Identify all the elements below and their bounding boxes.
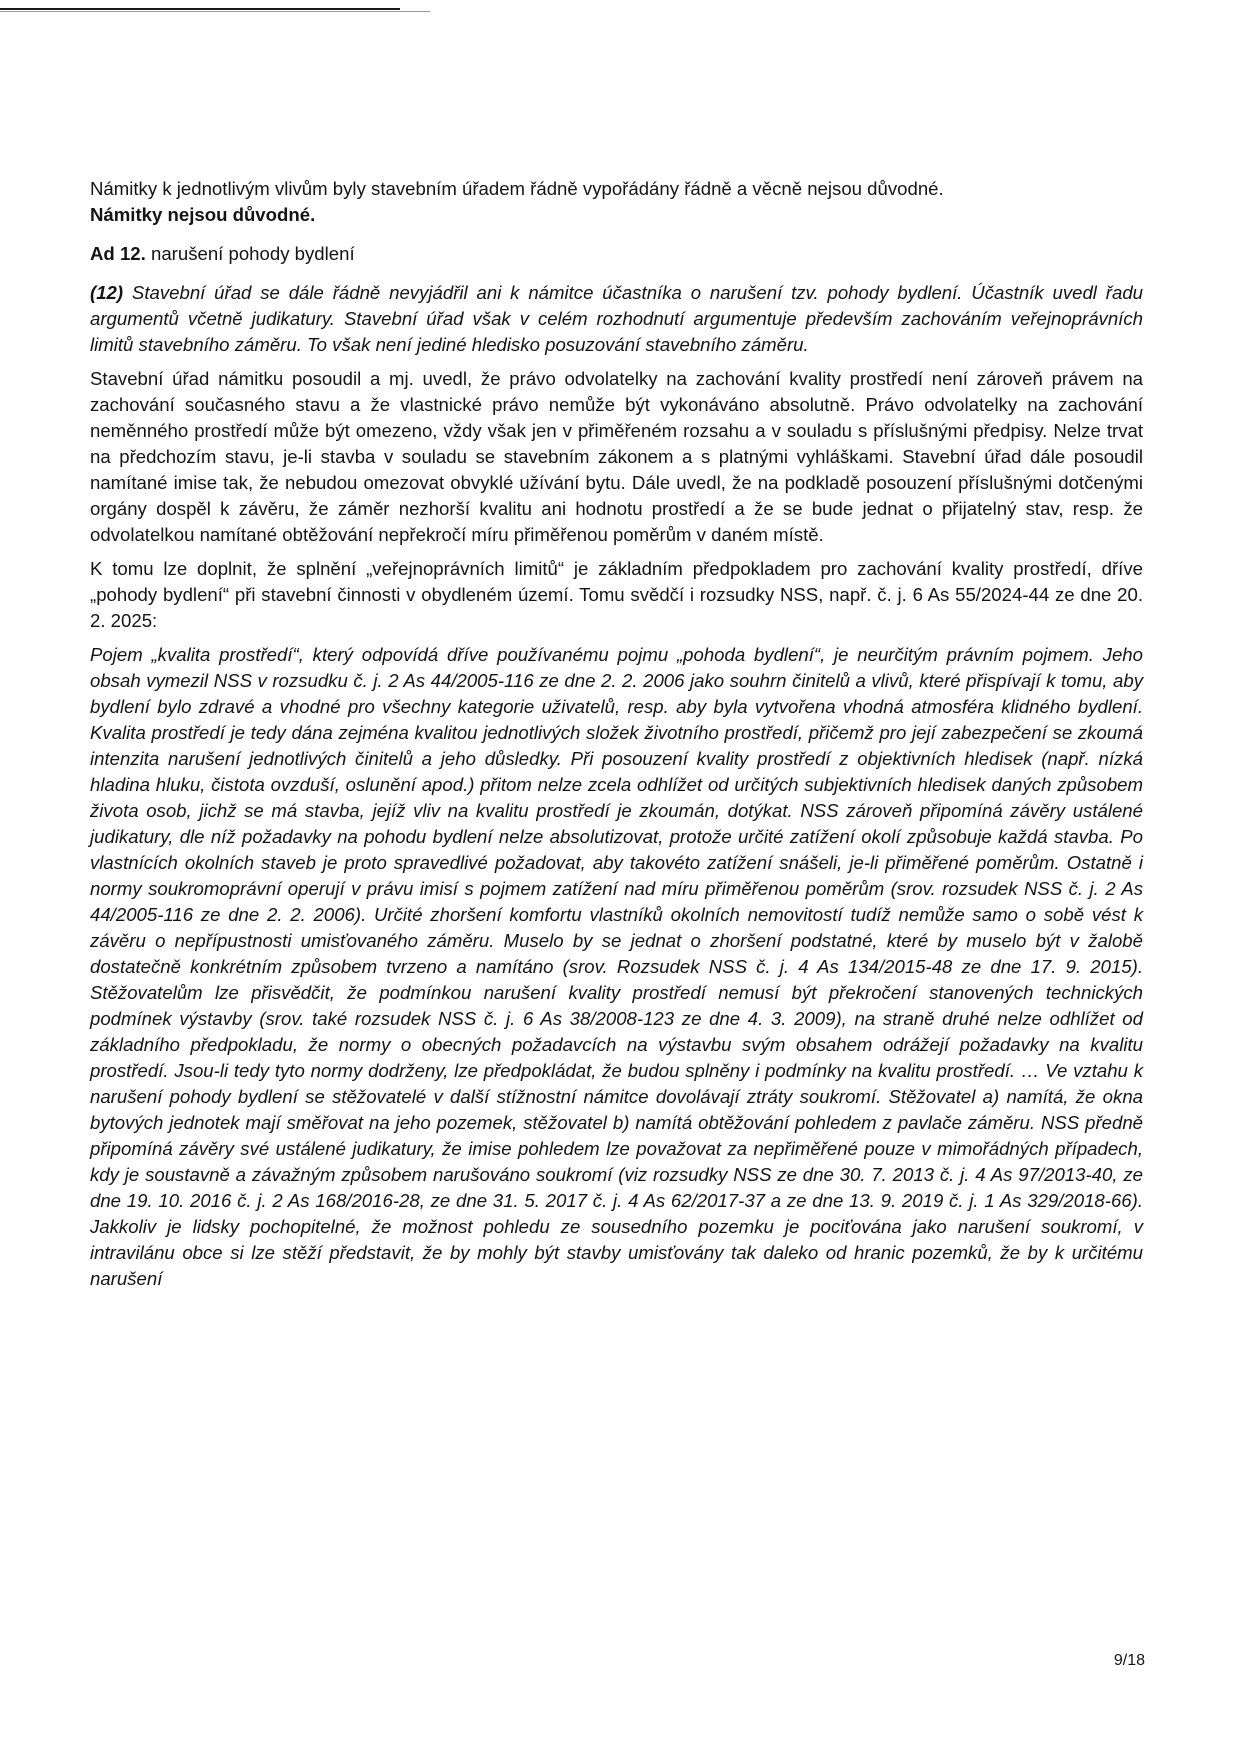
paragraph-supplement: K tomu lze doplnit, že splnění „veřejnoprávních limitů“ je základním předpokladem pro zachování kvality prostředí, dříve „pohody bydlení“ při stavební činnosti v obydleném území. Tomu svědčí i rozsudky NSS, např. č. j. 6 As 55/2024-44 ze dne 20. 2. 2025: [90, 558, 1143, 631]
section-title: narušení pohody bydlení [145, 243, 355, 264]
objections-conclusion: Námitky nejsou důvodné. [90, 204, 316, 225]
section-label: Ad 12. [90, 243, 146, 264]
paragraph-objections-summary [90, 176, 1143, 228]
objections-summary-text: Námitky k jednotlivým vlivům byly stavebním úřadem řádně vypořádány řádně a věcně nejsou důvodné. [90, 178, 944, 199]
page-number: 9/18 [1113, 1652, 1145, 1669]
top-rule-thin [0, 11, 430, 12]
paragraph-court-quote: Pojem „kvalita prostředí“, který odpovídá dříve používanému pojmu „pohoda bydlení“, je neurčitým právním pojmem. Jeho obsah vymezil NSS v rozsudku č. j. 2 As 44/2005-116 ze dne 2. 2. 2006 jako souhrn činitelů a vlivů, které přispívají k tomu, aby bydlení bylo zdravé a vhodné pro všechny kategorie uživatelů, resp. aby byla vytvořena vhodná atmosféra klidného bydlení. Kvalita prostředí je tedy dána zejména kvalitou jednotlivých složek životního prostředí, přičemž pro její zabezpečení se zkoumá intenzita narušení jednotlivých činitelů a jeho důsledky. Při posouzení kvality prostředí z objektivních hledisek (např. nízká hladina hluku, čistota ovzduší, oslunění apod.) přitom nelze zcela odhlížet od určitých subjektivních hledisek daných způsobem života osob, jichž se má stavba, jejíž vliv na kvalitu prostředí je zkoumán, dotýkat. NSS zároveň připomíná závěry ustálené judikatury, dle níž požadavky na pohodu bydlení nelze absolutizovat, protože určité zatížení okolí způsobuje každá stavba. Po vlastnících okolních staveb je proto spravedlivé požadovat, aby takovéto zatížení snášeli, je-li přiměřené poměrům. Ostatně i normy soukromoprávní operují v právu imisí s pojmem zatížení nad míru přiměřenou poměrům (srov. rozsudek NSS č. j. 2 As 44/2005-116 ze dne 2. 2. 2006). Určité zhoršení komfortu vlastníků okolních nemovitostí tudíž nemůže samo o sobě vést k závěru o nepřípustnosti umisťovaného záměru. Muselo by se jednat o zhoršení podstatné, které by muselo být v žalobě dostatečně konkrétním způsobem tvrzeno a namítáno (srov. Rozsudek NSS č. j. 4 As 134/2015-48 ze dne 17. 9. 2015). Stěžovatelům lze přisvědčit, že podmínkou narušení kvality prostředí nemusí být překročení stanovených technických podmínek výstavby (srov. také rozsudek NSS č. j. 6 As 38/2008-123 ze dne 4. 3. 2009), na straně druhé nelze odhlížet od základního předpokladu, že normy o obecných požadavcích na výstavbu svým obsahem odrážejí požadavky na kvalitu prostředí. Jsou-li tedy tyto normy dodrženy, lze předpokládat, že budou splněny i podmínky na kvalitu prostředí. … Ve vztahu k narušení pohody bydlení se stěžovatelé v další stížnostní námitce dovolávají ztráty soukromí. Stěžovatel a) namítá, že okna bytových jednotek mají směřovat na jeho pozemek, stěžovatel b) namítá obtěžování pohledem z pavlače záměru. NSS předně připomíná závěry své ustálené judikatury, že imise pohledem lze považovat za nepřiměřené pouze v mimořádných případech, kdy je soustavně a závažným způsobem narušováno soukromí (viz rozsudky NSS ze dne 30. 7. 2013 č. j. 4 As 97/2013-40, ze dne 19. 10. 2016 č. j. 2 As 168/2016-28, ze dne 31. 5. 2017 č. j. 4 As 62/2017-37 a ze dne 13. 9. 2019 č. j. 1 As 329/2018-66). Jakkoliv je lidsky pochopitelné, že možnost pohledu ze sousedního pozemku je pociťována jako narušení soukromí, v intravilánu obce si lze stěží představit, že by mohly být stavby umisťovány tak daleko od hranic pozemků, že by k určitému narušení [90, 644, 1143, 1289]
top-rule [0, 8, 400, 10]
objection-number: (12) [90, 282, 124, 303]
paragraph-objection-12 [90, 280, 1143, 358]
paragraph-authority-response: Stavební úřad námitku posoudil a mj. uvedl, že právo odvolatelky na zachování kvality prostředí není zároveň právem na zachování současného stavu a že vlastnické právo nemůže být vykonáváno absolutně. Právo odvolatelky na zachování neměnného prostředí může být omezeno, vždy však jen v přiměřeném rozsahu a v souladu s příslušnými předpisy. Nelze trvat na předchozím stavu, je-li stavba v souladu se stavebním zákonem a s platnými vyhláškami. Stavební úřad dále posoudil namítané imise tak, že nebudou omezovat obvyklé užívání bytu. Dále uvedl, že na podkladě posouzení příslušnými dotčenými orgány dospěl k závěru, že záměr nezhorší kvalitu ani hodnotu prostředí a že se bude jednat o přijatelný stav, resp. že odvolatelkou namítané obtěžování nepřekročí míru přiměřenou poměrům v daném místě. [90, 368, 1143, 545]
document-body [90, 176, 1143, 1292]
objection-text: Stavební úřad se dále řádně nevyjádřil ani k námitce účastníka o narušení tzv. pohody bydlení. Účastník uvedl řadu argumentů včetně judikatury. Stavební úřad však v celém rozhodnutí argumentuje především zachováním veřejnoprávních limitů stavebního záměru. To však není jediné hledisko posuzování stavebního záměru. [90, 282, 1143, 355]
section-heading-ad12 [90, 241, 1143, 267]
